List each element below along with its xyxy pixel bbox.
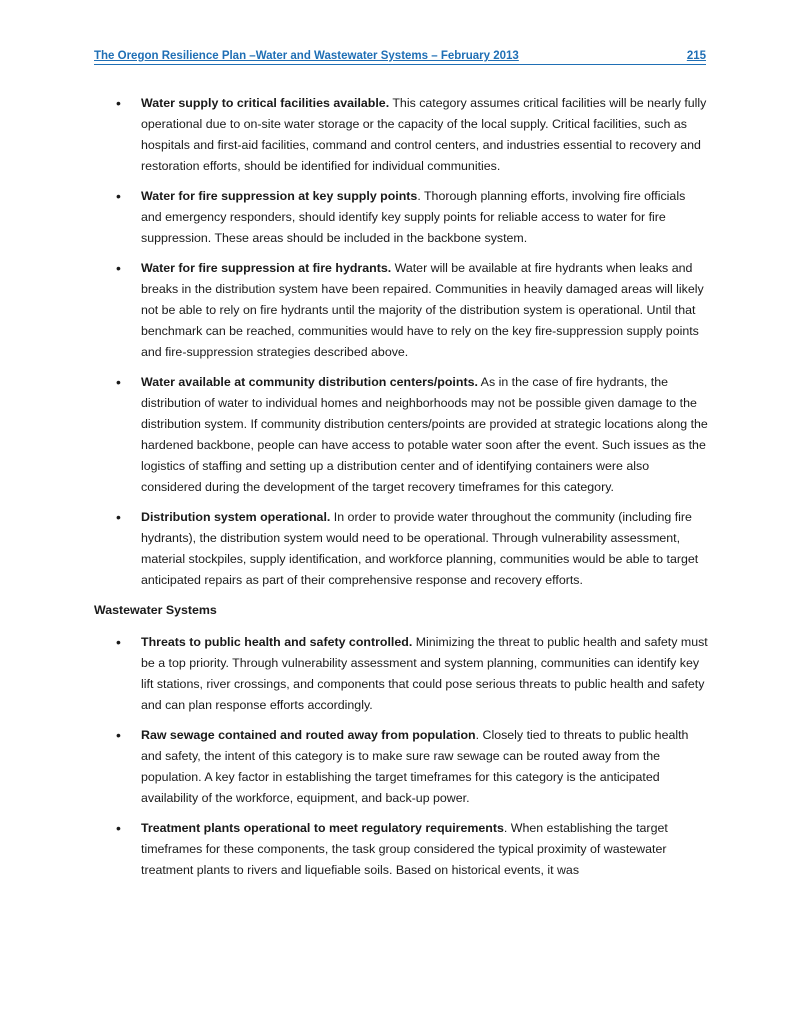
page-header (94, 48, 706, 65)
list-item (94, 725, 709, 809)
wastewater-criteria-list (94, 632, 709, 881)
bullet-icon: • (116, 95, 121, 111)
list-item (94, 818, 709, 881)
page-number: 215 (686, 50, 706, 62)
bullet-icon: • (116, 634, 121, 650)
section-heading-wastewater: Wastewater Systems (94, 603, 217, 617)
bullet-icon: • (116, 188, 121, 204)
bullet-icon: • (116, 727, 121, 743)
item-lead: Water available at community distribution centers/points. (141, 375, 478, 389)
list-item (94, 632, 709, 716)
item-text: This category assumes critical facilities will be nearly fully operational due to on-site water storage or the capacity of the local supply. Critical facilities, such as hospitals and first-aid facilities, command and control centers, and industries essential to recovery and restoration efforts, should be identified for individual communities. (141, 96, 707, 173)
item-lead: Water supply to critical facilities available. (141, 96, 390, 110)
bullet-icon: • (116, 820, 121, 836)
item-text: . Thorough planning efforts, involving fire officials and emergency responders, should identify key supply points for reliable access to water for fire suppression. These areas should be included in the backbone system. (141, 189, 686, 245)
page-content (94, 93, 709, 890)
item-text: . When establishing the target timeframes for these components, the task group considered the typical proximity of wastewater treatment plants to rivers and liquefiable soils. Based on historical events, it was (141, 821, 668, 877)
list-item (94, 258, 709, 363)
list-item (94, 372, 709, 498)
item-lead: Distribution system operational. (141, 510, 331, 524)
list-item (94, 93, 709, 177)
bullet-icon: • (116, 260, 121, 276)
item-text: Minimizing the threat to public health and safety must be a top priority. Through vulnerability assessment and system planning, communities can identify key lift stations, river crossings, and components that could pose serious threats to public health and safety and can plan response efforts accordingly. (141, 635, 708, 712)
item-text: . Closely tied to threats to public health and safety, the intent of this category is to make sure raw sewage can be routed away from the population. A key factor in establishing the target timeframes for this category is the anticipated availability of the workforce, equipment, and back-up power. (141, 728, 689, 805)
item-lead: Water for fire suppression at fire hydrants. (141, 261, 392, 275)
list-item (94, 186, 709, 249)
item-text: As in the case of fire hydrants, the distribution of water to individual homes and neighborhoods may not be possible given damage to the distribution system. If community distribution centers/points are provided at strategic locations along the hardened backbone, people can have access to potable water soon after the event. Such issues as the logistics of staffing and setting up a distribution center and of identifying containers were also considered during the development of the target recovery timeframes for this category. (141, 375, 708, 494)
bullet-icon: • (116, 374, 121, 390)
item-lead: Raw sewage contained and routed away from population (141, 728, 476, 742)
item-lead: Water for fire suppression at key supply points (141, 189, 418, 203)
item-text: Water will be available at fire hydrants when leaks and breaks in the distribution system have been repaired. Communities in heavily damaged areas will likely not be able to rely on fire hydrants until the majority of the distribution system is operational. Until that benchmark can be reached, communities would have to rely on the key fire-suppression supply points and fire-suppression strategies described above. (141, 261, 704, 359)
list-item (94, 507, 709, 591)
bullet-icon: • (116, 509, 121, 525)
water-criteria-list (94, 93, 709, 591)
header-title: The Oregon Resilience Plan –Water and Wastewater Systems – February 2013 (94, 50, 519, 62)
item-text: In order to provide water throughout the community (including fire hydrants), the distribution system would need to be operational. Through vulnerability assessment, material stockpiles, supply identification, and workforce planning, communities would be able to target anticipated repairs as part of their comprehensive response and recovery efforts. (141, 510, 699, 587)
item-lead: Treatment plants operational to meet regulatory requirements (141, 821, 504, 835)
item-lead: Threats to public health and safety controlled. (141, 635, 413, 649)
